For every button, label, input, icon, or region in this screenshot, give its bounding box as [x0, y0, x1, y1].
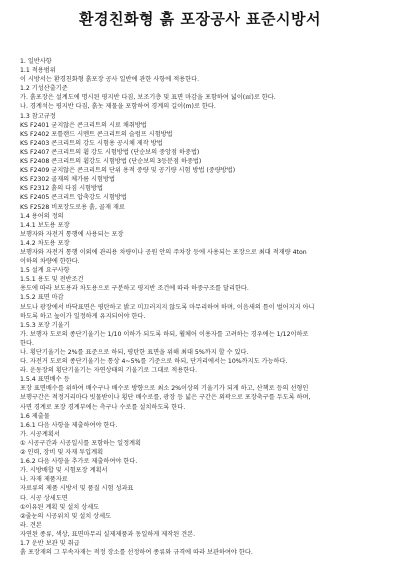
document-line: ① 시공구간과 시공일시를 포함하는 일정계획 — [20, 439, 142, 447]
document-line: 보행자와 자전거 통행에 사용되는 포장 — [20, 230, 124, 238]
document-line: 다. 자전거 도로의 종단기울기는 통상 4~5%를 기준으로 하되, 단거리에서는 10%까지도 가능하다. — [20, 358, 288, 366]
document-line: 이하의 차량에 한한다. — [20, 258, 80, 266]
document-line: 1.4.2 차도용 포장 — [20, 239, 70, 247]
document-line: 보도나 광장에서 바닥표면은 평탄하고 밝고 미끄러지지 않도록 마무리하여 하며, 이음새의 틈이 벌어지지 아니 — [20, 303, 315, 311]
document-line: 1.7 운반 보관 및 취급 — [20, 539, 80, 547]
document-line: KS F2402 포틀랜드 시멘트 콘크리트의 슬럼프 시험방법 — [20, 130, 173, 138]
document-line: 사면 경계로 포장 경계부에는 측구나 수로를 설치하도록 한다. — [20, 403, 186, 411]
document-line: 흙 포장재의 그 부속자재는 적정 장소를 선정하여 종류와 규격에 따라 보관하여야 한다. — [20, 549, 253, 557]
document-line: 1.3 참고규정 — [20, 112, 56, 120]
document-line: 1.4.1 보도용 포장 — [20, 221, 70, 229]
document-line: 1.6 제출물 — [20, 412, 50, 420]
document-line: 1.6.2 다음 사항을 추가로 제출하여야 한다. — [20, 458, 138, 466]
document-line: 라. 견본 — [20, 521, 42, 529]
document-line: ② 인력, 장비 및 자재 투입계획 — [20, 449, 104, 457]
document-line: KS F2408 콘크리트의 휨강도 시험방법 (단순보의 3등분점 하중법) — [20, 158, 202, 166]
document-body — [20, 57, 390, 557]
document-line: 1.2 기성산출기준 — [20, 85, 68, 93]
document-line: 가. 흙포장은 설계도에 명시된 평지반 다짐, 보조기층 및 표면 마감을 포함하여 넓이(㎡)로 한다. — [20, 94, 276, 102]
document-line: 나. 경계석는 평지반 다짐, 흙놋 제물을 포함하여 경계의 길이(m)로 한다. — [20, 103, 216, 111]
document-line: 1.5.2 표면 마감 — [20, 294, 64, 302]
document-line: 다. 시공 상세도면 — [20, 494, 68, 502]
document-line: KS F2407 콘크리트의 휨 강도 시험방법 (단순보의 중앙점 하중법) — [20, 148, 200, 156]
document-line: 가. 시공계획서 — [20, 430, 60, 438]
document-line: 보행자와 자전거 통행 이외에 관리용 차량이나 공원 안의 주차장 등에 사용되는 포장으로 최대 적재량 4ton — [20, 248, 307, 256]
document-line: 자료류의 제품 시방서 및 품질 시험 성과표 — [20, 485, 134, 493]
document-line: 나. 자재 제품자료 — [20, 476, 68, 484]
document-line: 포장 표면배수를 위하여 배수구나 배수로 방향으로 최소 2%이상의 기울기가 되게 하고, 산책로 등의 선형인 — [20, 385, 309, 393]
document-line: KS F2403 콘크리트의 강도 시험용 공시체 제작 방법 — [20, 139, 163, 147]
document-line: 자연된 종류, 색상, 표면마무리 실제제품과 동일하게 제작된 견본. — [20, 530, 196, 538]
document-line: KS F2409 굳지않은 콘크리트의 단위 용적 중량 및 공기량 시험 방법 (중량방법) — [20, 167, 236, 175]
document-title: 환경친화형 흙 포장공사 표준시방서 — [78, 10, 322, 28]
document-line: 1.1 적용범위 — [20, 67, 56, 75]
document-line: 가. 보행자 도로의 종단기울기는 1/10 이하가 되도록 하되, 휠체어 이용자를 고려하는 경우에는 1/12이하로 — [20, 330, 309, 338]
document-line: 한다. — [20, 339, 34, 347]
document-line: 1.6.1 다음 사항을 제출하여야 한다. — [20, 421, 118, 429]
document-line: 1.4 용어의 정의 — [20, 212, 64, 220]
document-line: 나. 횡단기울기는 2%를 표준으로 하되, 평탄한 표면을 위해 최대 5%까지 할 수 있다. — [20, 349, 249, 356]
document-line: 하도록 하고 높이가 일정하게 유지되어야 한다. — [20, 312, 146, 320]
document-line: 1.5.1 용도 및 전반조건 — [20, 276, 84, 284]
document-line: 용도에 따라 보도용과 차도용으로 구분하고 평지반 조건에 따라 하중구조를 달리한다. — [20, 285, 249, 293]
document-line: 라. 운동장의 횡단기울기는 자연상태의 기울기로 그대로 적용한다. — [20, 367, 198, 375]
document-line: KS F2528 비포장도로용 흙, 골재 재료 — [20, 203, 125, 211]
document-line: 1. 일반사항 — [20, 58, 52, 65]
document-line: 1.5 설계 요구사항 — [20, 267, 70, 275]
document-line: ①이유된 계획 및 설치 상세도 — [20, 503, 100, 511]
document-line: KS F2401 굳지않은 콘크리트의 시료 채취방법 — [20, 121, 147, 129]
document-line: 1.5.4 표면배수 등 — [20, 376, 70, 384]
document-line: 1.5.3 포장 기울기 — [20, 321, 70, 329]
document-line: ②줄눈의 시공위치 및 설치 상세도 — [20, 512, 112, 520]
document-line: KS F2312 흙의 다짐 시험방법 — [20, 185, 103, 193]
document-line: KS F2302 골재의 체가름 시험방법 — [20, 176, 115, 184]
document-line: 이 시방서는 환경친화형 흙포장 공사 일반에 관한 사항에 적용한다. — [20, 76, 200, 84]
document-line: 보행구간은 적정거리마다 빗물받이나 횡단 배수로를, 광장 등 넓은 구간은 외곽으로 포장축구를 두도록 하며, — [20, 394, 311, 402]
document-line: 가. 시방배합 및 시험포장 계획서 — [20, 467, 108, 475]
document-line: KS F2405 콘크리트 압축강도 시험방법 — [20, 194, 127, 202]
